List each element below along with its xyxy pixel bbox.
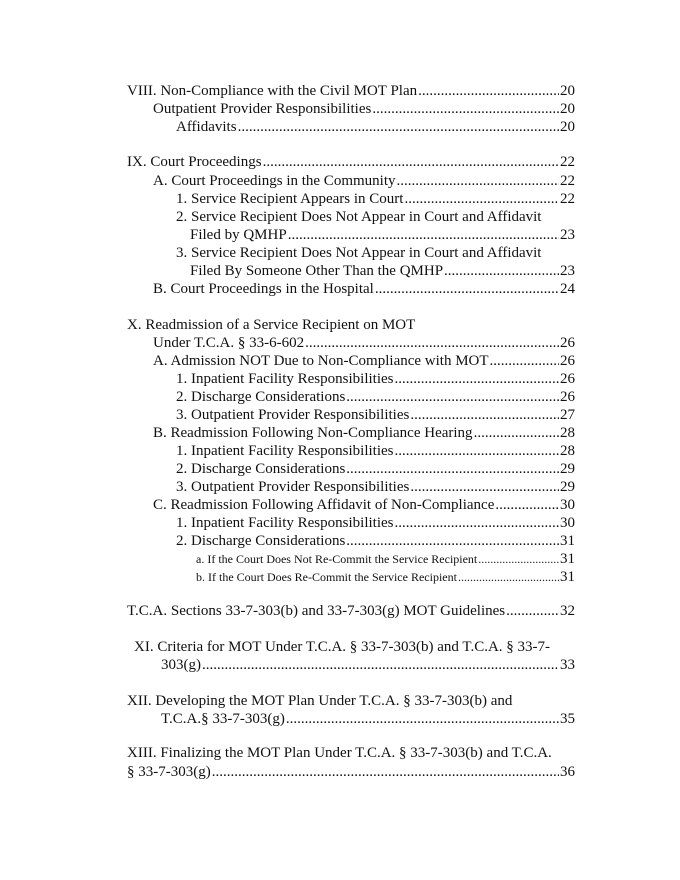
toc-entry-xiii-line1: XIII. Finalizing the MOT Plan Under T.C.A. § 33-7-303(b) and T.C.A.	[127, 745, 552, 761]
toc-entry-xi-line2: 303(g) ..... 33	[161, 656, 575, 674]
toc-entry-x-b1: 1. Inpatient Facility Responsibilities ..... 28	[176, 442, 575, 460]
toc-entry-x-c1: 1. Inpatient Facility Responsibilities ..... 30	[176, 514, 575, 532]
toc-entry-x-c: C. Readmission Following Affidavit of Non-Compliance ..... 30	[153, 496, 575, 514]
toc-entry-x-c2a: a. If the Court Does Not Re-Commit the Service Recipient ..... 31	[196, 550, 575, 568]
toc-entry-x-b3: 3. Outpatient Provider Responsibilities ..... 29	[176, 478, 575, 496]
toc-entry-viii-outpatient: Outpatient Provider Responsibilities ..... 20	[153, 100, 575, 118]
toc-entry-xiii-line2: § 33-7-303(g) ..... 36	[127, 763, 575, 781]
toc-entry-ix-b: B. Court Proceedings in the Hospital ..... 24	[153, 280, 575, 298]
toc-entry-ix-a2-line1: 2. Service Recipient Does Not Appear in Court and Affidavit	[176, 209, 542, 225]
toc-entry-x-line1: X. Readmission of a Service Recipient on MOT	[127, 317, 416, 333]
toc-entry-xii-line1: XII. Developing the MOT Plan Under T.C.A. § 33-7-303(b) and	[127, 693, 513, 709]
toc-entry-tca-guidelines: T.C.A. Sections 33-7-303(b) and 33-7-303(g) MOT Guidelines ..... 32	[127, 602, 575, 620]
toc-entry-x-a: A. Admission NOT Due to Non-Compliance with MOT ..... 26	[153, 352, 575, 370]
toc-entry-ix: IX. Court Proceedings ..... 22	[127, 153, 575, 171]
toc-entry-ix-a: A. Court Proceedings in the Community ..... 22	[153, 172, 575, 190]
toc-entry-viii-affidavits: Affidavits ..... 20	[176, 118, 575, 136]
toc-entry-x-c2b: b. If the Court Does Re-Commit the Service Recipient ..... 31	[196, 568, 575, 586]
toc-entry-x-line2: Under T.C.A. § 33-6-602 ..... 26	[153, 334, 575, 352]
toc-entry-x-b2: 2. Discharge Considerations ..... 29	[176, 460, 575, 478]
toc-entry-x-a2: 2. Discharge Considerations ..... 26	[176, 388, 575, 406]
toc-entry-x-a3: 3. Outpatient Provider Responsibilities ..... 27	[176, 406, 575, 424]
toc-entry-xi-line1: XI. Criteria for MOT Under T.C.A. § 33-7-303(b) and T.C.A. § 33-7-	[134, 639, 551, 655]
toc-entry-x-a1: 1. Inpatient Facility Responsibilities ..... 26	[176, 370, 575, 388]
toc-entry-ix-a1: 1. Service Recipient Appears in Court ..... 22	[176, 190, 575, 208]
toc-entry-x-c2: 2. Discharge Considerations ..... 31	[176, 532, 575, 550]
toc-entry-ix-a3-line1: 3. Service Recipient Does Not Appear in Court and Affidavit	[176, 245, 542, 261]
toc-entry-xii-line2: T.C.A.§ 33-7-303(g) ..... 35	[161, 710, 575, 728]
toc-entry-ix-a2-line2: Filed by QMHP ..... 23	[190, 226, 575, 244]
toc-entry-viii: VIII. Non-Compliance with the Civil MOT Plan ..... 20	[127, 82, 575, 100]
toc-entry-x-b: B. Readmission Following Non-Compliance Hearing ..... 28	[153, 424, 575, 442]
toc-entry-ix-a3-line2: Filed By Someone Other Than the QMHP ..... 23	[190, 262, 575, 280]
